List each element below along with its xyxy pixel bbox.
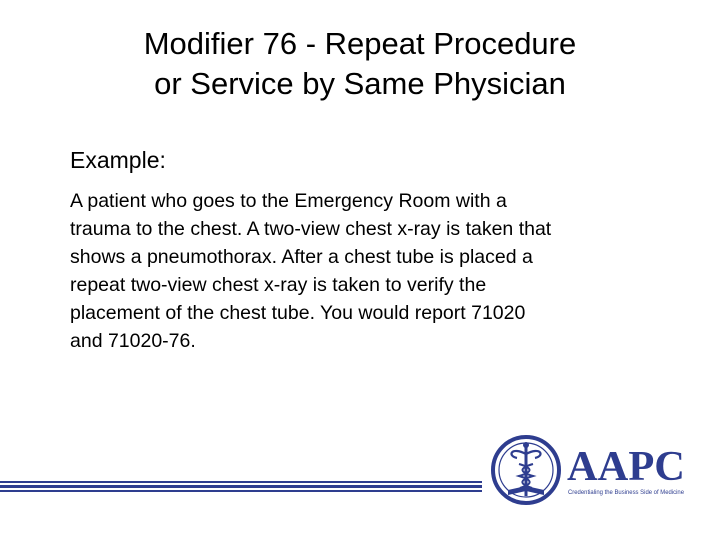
body-line-6: and 71020-76. <box>70 330 196 352</box>
body-line-4: repeat two-view chest x-ray is taken to verify the <box>70 274 487 296</box>
body-line-1: A patient who goes to the Emergency Room with a <box>70 190 507 212</box>
footer-rule <box>0 490 482 492</box>
footer-rule <box>0 481 482 483</box>
slide-title-line-2: or Service by Same Physician <box>154 66 566 101</box>
logo-tagline: Credentialing the Business Side of Medicine <box>568 490 685 496</box>
footer-rule <box>0 485 482 488</box>
slide-title <box>60 24 660 104</box>
example-label: Example: <box>70 147 166 173</box>
example-body <box>70 187 690 355</box>
body-line-3: shows a pneumothorax. After a chest tube is placed a <box>70 246 533 268</box>
aapc-logo <box>489 432 689 510</box>
caduceus-icon <box>493 437 559 503</box>
body-line-2: trauma to the chest. A two-view chest x-ray is taken that <box>70 218 552 240</box>
body-line-5: placement of the chest tube. You would report 71020 <box>70 302 526 324</box>
slide-title-line-1: Modifier 76 - Repeat Procedure <box>143 26 577 61</box>
logo-wordmark: AAPC <box>567 444 685 490</box>
